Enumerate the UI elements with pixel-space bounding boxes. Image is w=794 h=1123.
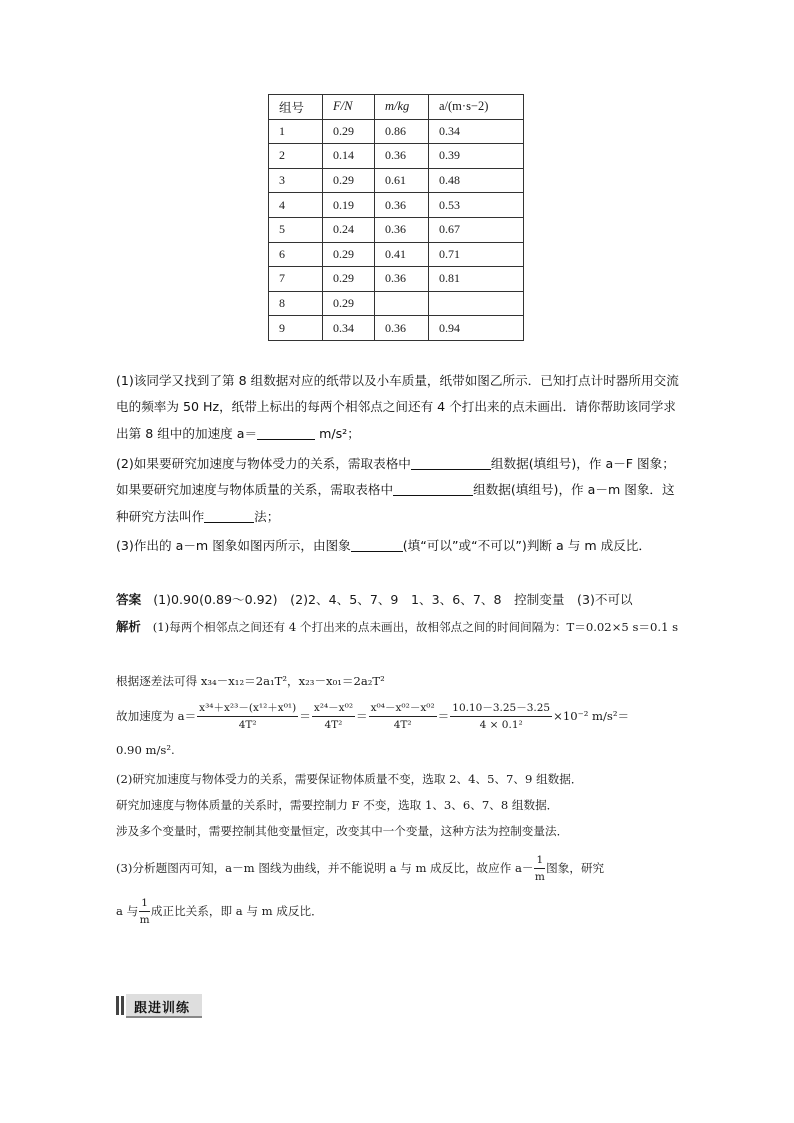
section-marker-bar xyxy=(121,996,124,1015)
fraction-1 xyxy=(197,701,298,733)
question-2-text-c: 组数据(填组号)，作 a－m 图象．这种研究方法叫作 xyxy=(116,482,675,524)
inverse-mass-fraction xyxy=(534,853,545,885)
solution-text-7b: 图象，研究 xyxy=(546,861,605,875)
solution-text-5: 研究加速度与物体质量的关系时，需要控制力 F 不变，选取 1、3、6、7、8 组数据． xyxy=(116,798,559,812)
table-cell: 0.94 xyxy=(429,316,524,341)
question-2-text-d: 法； xyxy=(254,508,280,524)
table-cell: 0.36 xyxy=(375,217,429,242)
solution-text-2: 根据逐差法可得 x₃₄－x₁₂＝2a₁T²，x₂₃－x₀₁＝2a₂T² xyxy=(116,674,385,688)
answer-blank-5 xyxy=(351,537,403,552)
answer-blank-1 xyxy=(257,425,315,440)
inverse-mass-numerator: 1 xyxy=(534,853,545,869)
table-row xyxy=(269,193,524,218)
table-cell: 0.36 xyxy=(375,267,429,292)
solution-text-7a: (3)分析题图丙可知，a－m 图线为曲线，并不能说明 a 与 m 成反比，故应作 a－ xyxy=(116,861,534,875)
solution-formula-line: 故加速度为 a＝ $\frac{\text{x³⁴＋x²³－(x¹²＋x⁰¹)}}{\text{4T²}}$ ＝ $\frac{\text{x²⁴－x⁰²}}{\text{4T²}}$ ＝ $\frac{\text{x⁰⁴－x⁰²－x⁰²}}{\text{4T²}}$ ＝ $\frac{10.10-3.25-3.25}{\text{4 × 0.1²}}$ ×10⁻² m/s²＝ xyxy=(116,702,630,731)
fraction-3-denominator: 4T² xyxy=(393,719,412,731)
solution-text-8b: 成正比关系，即 a 与 m 成反比． xyxy=(150,904,323,918)
fraction-2-denominator: 4T² xyxy=(324,719,343,731)
question-1-unit: m/s²； xyxy=(315,425,360,441)
table-cell: 0.71 xyxy=(429,242,524,267)
question-part-1 xyxy=(116,368,682,447)
fraction-4-denominator: 4 × 0.1² xyxy=(479,719,523,731)
table-cell: 0.36 xyxy=(375,144,429,169)
fraction-1-numerator: x³⁴＋x²³－(x¹²＋x⁰¹) xyxy=(197,701,298,717)
answer-blank-2 xyxy=(411,455,491,470)
question-part-2 xyxy=(116,451,682,530)
table-cell: 0.39 xyxy=(429,144,524,169)
table-cell: 4 xyxy=(269,193,323,218)
fraction-4-numerator: 10.10－3.25－3.25 xyxy=(450,701,552,717)
answer-blank-4 xyxy=(204,508,254,523)
solution-text-1: (1)每两个相邻点之间还有 4 个打出来的点未画出，故相邻点之间的时间间隔为：T＝0.02×5 s＝0.1 s xyxy=(152,620,679,634)
table-cell xyxy=(429,291,524,316)
inverse-mass-denominator: m xyxy=(534,871,545,883)
question-3-text-b: (填“可以”或“不可以”)判断 a 与 m 成反比． xyxy=(402,538,651,553)
answer-text: (1)0.90(0.89～0.92) (2)2、4、5、7、9 1、3、6、7、8 控制变量 (3)不可以 xyxy=(153,592,633,607)
table-cell: 0.81 xyxy=(429,267,524,292)
table-row xyxy=(269,267,524,292)
table-cell: 6 xyxy=(269,242,323,267)
header-mass: m/kg xyxy=(375,95,429,120)
solution-tag: 解析 xyxy=(116,619,141,634)
formula-result: 0.90 m/s². xyxy=(116,743,175,757)
table-cell xyxy=(375,291,429,316)
formula-prefix: 故加速度为 a＝ xyxy=(116,709,197,723)
question-2-text-a: (2)如果要研究加速度与物体受力的关系，需取表格中 xyxy=(116,456,411,471)
fraction-3 xyxy=(369,701,437,733)
solution-line-6 xyxy=(116,819,682,844)
table-cell: 0.48 xyxy=(429,168,524,193)
question-1-text: (1)该同学又找到了第 8 组数据对应的纸带以及小车质量，纸带如图乙所示．已知打点计时器所用交流电的频率为 50 Hz，纸带上标出的每两个相邻点之间还有 4 个打出来的点未画出．请你帮助该同学求出第 8 组中的加速度 a＝ xyxy=(116,373,679,441)
table-cell: 5 xyxy=(269,217,323,242)
solution-text-6: 涉及多个变量时，需要控制其他变量恒定，改变其中一个变量，这种方法为控制变量法． xyxy=(116,824,569,838)
solution-line-3-end xyxy=(116,740,682,760)
solution-text-4: (2)研究加速度与物体受力的关系，需要保证物体质量不变，选取 2、4、5、7、9 组数据． xyxy=(116,772,583,786)
table-cell: 0.36 xyxy=(375,316,429,341)
section-header xyxy=(116,994,202,1018)
fraction-1-denominator: 4T² xyxy=(238,719,257,731)
solution-line-5 xyxy=(116,793,682,818)
table-cell: 0.29 xyxy=(323,267,375,292)
table-cell: 0.36 xyxy=(375,193,429,218)
table-row xyxy=(269,242,524,267)
answer-block xyxy=(116,590,682,610)
solution-text-8a: a 与 xyxy=(116,904,139,918)
question-part-3 xyxy=(116,533,682,559)
table-cell: 9 xyxy=(269,316,323,341)
question-3-text-a: (3)作出的 a－m 图象如图丙所示，由图象 xyxy=(116,538,351,553)
answer-blank-3 xyxy=(393,481,473,496)
data-table xyxy=(268,94,524,341)
table-cell: 0.29 xyxy=(323,168,375,193)
solution-line-4 xyxy=(116,767,682,792)
table-cell: 0.24 xyxy=(323,217,375,242)
table-cell: 0.53 xyxy=(429,193,524,218)
table-row xyxy=(269,291,524,316)
header-force: F/N xyxy=(323,95,375,120)
table-cell: 0.29 xyxy=(323,119,375,144)
table-cell: 3 xyxy=(269,168,323,193)
table-cell: 0.29 xyxy=(323,291,375,316)
section-title: 跟进训练 xyxy=(134,1001,191,1016)
table-cell: 0.14 xyxy=(323,144,375,169)
question-2-text-b: 组数据(填组号)，作 a－F 图象；如果要研究加速度与物体质量的关系，需取表格中 xyxy=(116,456,675,498)
inverse-mass-denominator-2: m xyxy=(139,914,150,926)
fraction-2-numerator: x²⁴－x⁰² xyxy=(312,701,355,717)
table-cell: 8 xyxy=(269,291,323,316)
table-row xyxy=(269,144,524,169)
table-cell: 0.86 xyxy=(375,119,429,144)
inverse-mass-fraction-2 xyxy=(139,896,150,928)
table-row xyxy=(269,119,524,144)
fraction-2 xyxy=(312,701,355,733)
table-cell: 0.34 xyxy=(323,316,375,341)
table-cell: 0.19 xyxy=(323,193,375,218)
solution-line-7 xyxy=(116,850,682,886)
formula-suffix: ×10⁻² m/s²＝ xyxy=(553,709,630,723)
table-cell: 0.29 xyxy=(323,242,375,267)
solution-line-8 xyxy=(116,893,682,929)
answer-tag: 答案 xyxy=(116,592,142,607)
table-header-row xyxy=(269,95,524,120)
inverse-mass-numerator-2: 1 xyxy=(139,896,150,912)
header-acceleration: a/(m·s−2) xyxy=(429,95,524,120)
table-row xyxy=(269,168,524,193)
table-row xyxy=(269,316,524,341)
table-cell: 7 xyxy=(269,267,323,292)
solution-line-1 xyxy=(116,614,682,640)
table-cell: 0.34 xyxy=(429,119,524,144)
solution-line-2 xyxy=(116,671,682,691)
table-cell: 2 xyxy=(269,144,323,169)
table-cell: 0.61 xyxy=(375,168,429,193)
table-cell: 1 xyxy=(269,119,323,144)
table-cell: 0.67 xyxy=(429,217,524,242)
table-row xyxy=(269,217,524,242)
fraction-3-numerator: x⁰⁴－x⁰²－x⁰² xyxy=(369,701,437,717)
section-marker-bar xyxy=(116,996,119,1015)
table-cell: 0.41 xyxy=(375,242,429,267)
header-group-number: 组号 xyxy=(269,95,323,120)
fraction-4 xyxy=(450,701,552,733)
